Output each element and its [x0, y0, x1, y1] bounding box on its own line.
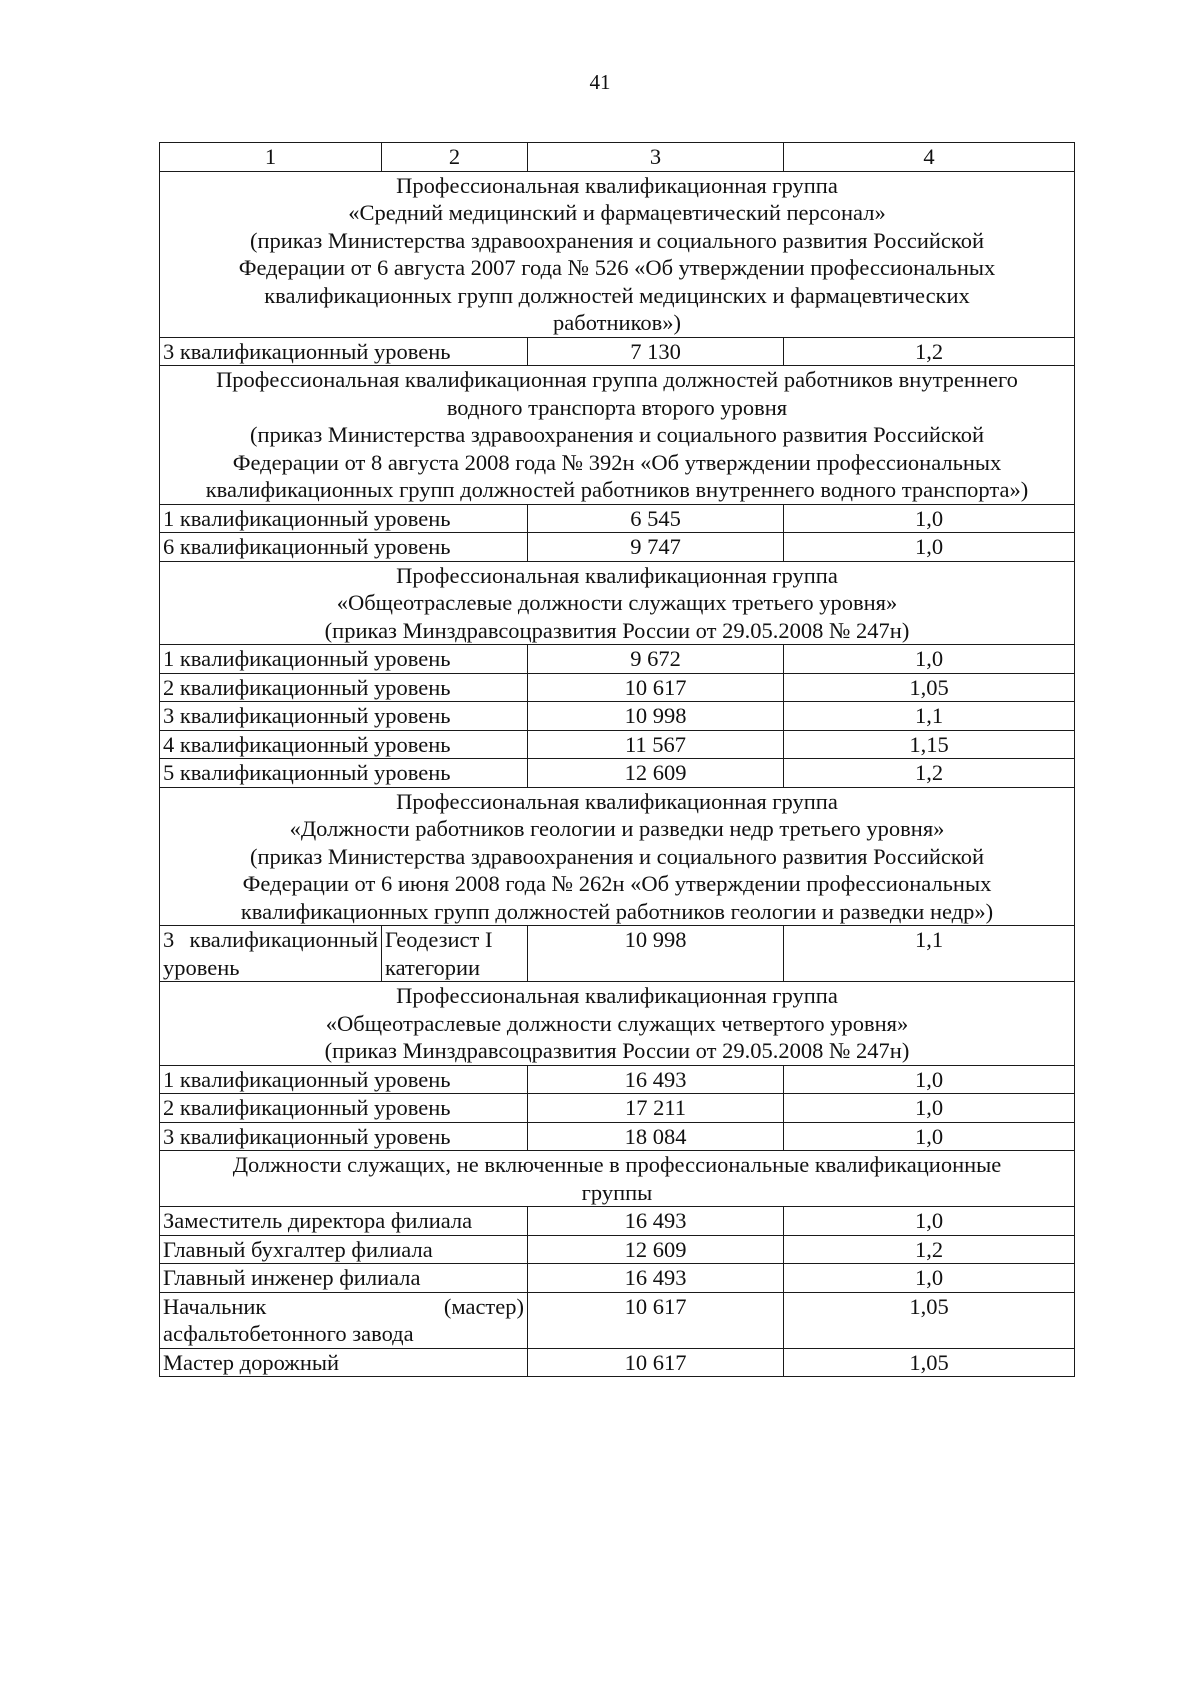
- group-heading-row: [160, 561, 1075, 645]
- group-heading-line: Профессиональная квалификационная группа: [396, 562, 838, 588]
- column-number-1: 1: [160, 143, 382, 172]
- coefficient-value: 1,0: [784, 645, 1075, 674]
- level-tail: уровень: [163, 954, 240, 980]
- coefficient-value: 1,1: [784, 702, 1075, 731]
- group-heading-line: Профессиональная квалификационная группа: [396, 788, 838, 814]
- salary-value: 10 617: [528, 1348, 784, 1377]
- level-number: 3: [163, 927, 175, 952]
- salary-value: 10 617: [528, 673, 784, 702]
- level-label: 2 квалификационный уровень: [160, 1094, 528, 1123]
- level-label: [160, 926, 382, 982]
- salary-table: [159, 142, 1075, 1377]
- group-heading-line: квалификационных групп должностей медицинских и фармацевтических: [264, 282, 970, 308]
- table-row: [160, 1235, 1075, 1264]
- salary-value: 10 998: [528, 702, 784, 731]
- level-label: 4 квалификационный уровень: [160, 730, 528, 759]
- group-heading-line: «Общеотраслевые должности служащих четвертого уровня»: [325, 1010, 909, 1036]
- salary-value: 7 130: [528, 337, 784, 366]
- group-heading-line: Профессиональная квалификационная группа: [396, 172, 838, 198]
- group-heading: [160, 1151, 1075, 1207]
- level-label: Главный бухгалтер филиала: [160, 1235, 528, 1264]
- group-heading: [160, 366, 1075, 505]
- group-heading-line: группы: [581, 1179, 653, 1205]
- level-label: Мастер дорожный: [160, 1348, 528, 1377]
- coefficient-value: 1,05: [784, 1292, 1075, 1348]
- table-row: [160, 730, 1075, 759]
- group-heading-line: работников»): [553, 310, 681, 335]
- group-heading-line: Федерации от 6 августа 2007 года № 526 «Об утверждении профессиональных: [238, 255, 996, 280]
- group-heading-line: Профессиональная квалификационная группа должностей работников внутреннего: [216, 367, 1018, 392]
- level-label: 1 квалификационный уровень: [160, 645, 528, 674]
- level-label: Главный инженер филиала: [160, 1264, 528, 1293]
- position-label: Геодезист I категории: [382, 926, 528, 982]
- group-heading-line: (приказ Министерства здравоохранения и социального развития Российской: [249, 422, 985, 447]
- group-heading-line: «Общеотраслевые должности служащих третьего уровня»: [336, 590, 898, 615]
- group-heading-line: «Должности работников геологии и разведки недр третьего уровня»: [289, 816, 945, 841]
- group-heading-row: [160, 1151, 1075, 1207]
- column-number-row: [160, 143, 1075, 172]
- table-row: [160, 1207, 1075, 1236]
- salary-value: 16 493: [528, 1207, 784, 1236]
- salary-value: 17 211: [528, 1094, 784, 1123]
- table-row: [160, 1348, 1075, 1377]
- level-label: 1 квалификационный уровень: [160, 504, 528, 533]
- table-row: [160, 504, 1075, 533]
- level-label: 3 квалификационный уровень: [160, 702, 528, 731]
- group-heading-line: квалификационных групп должностей работников геологии и разведки недр»): [240, 898, 994, 924]
- group-heading-row: [160, 982, 1075, 1066]
- group-heading-line: Федерации от 6 июня 2008 года № 262н «Об утверждении профессиональных: [242, 871, 992, 896]
- group-heading-line: (приказ Минздравсоцразвития России от 29.05.2008 № 247н): [324, 617, 910, 643]
- salary-value: 11 567: [528, 730, 784, 759]
- table-row: [160, 1264, 1075, 1293]
- group-heading-line: Должности служащих, не включенные в профессиональные квалификационные: [232, 1152, 1002, 1177]
- column-number-4: 4: [784, 143, 1075, 172]
- salary-value: 6 545: [528, 504, 784, 533]
- group-heading-line: «Средний медицинский и фармацевтический персонал»: [348, 200, 886, 225]
- salary-value: 9 747: [528, 533, 784, 562]
- column-number-2: 2: [382, 143, 528, 172]
- group-heading-line: Федерации от 8 августа 2008 года № 392н «Об утверждении профессиональных: [232, 449, 1002, 475]
- group-heading-line: (приказ Министерства здравоохранения и социального развития Российской: [249, 843, 985, 869]
- coefficient-value: 1,2: [784, 337, 1075, 366]
- table-row: [160, 673, 1075, 702]
- group-heading: [160, 561, 1075, 645]
- salary-value: 9 672: [528, 645, 784, 674]
- coefficient-value: 1,0: [784, 1122, 1075, 1151]
- level-label: Начальник (мастер) асфальтобетонного завода: [160, 1292, 528, 1348]
- level-label: 2 квалификационный уровень: [160, 673, 528, 702]
- table-row: [160, 926, 1075, 982]
- group-heading-row: [160, 366, 1075, 505]
- coefficient-value: 1,0: [784, 1065, 1075, 1094]
- level-label: 1 квалификационный уровень: [160, 1065, 528, 1094]
- level-label: 5 квалификационный уровень: [160, 759, 528, 788]
- page-number: 41: [589, 70, 611, 94]
- salary-value: 10 617: [528, 1292, 784, 1348]
- group-heading-line: (приказ Министерства здравоохранения и социального развития Российской: [249, 227, 985, 253]
- level-label: 3 квалификационный уровень: [160, 337, 528, 366]
- coefficient-value: 1,2: [784, 759, 1075, 788]
- group-heading-line: (приказ Минздравсоцразвития России от 29.05.2008 № 247н): [324, 1038, 910, 1063]
- group-heading-row: [160, 787, 1075, 926]
- coefficient-value: 1,1: [784, 926, 1075, 982]
- table-row: [160, 1292, 1075, 1348]
- table-row: [160, 533, 1075, 562]
- table-row: [160, 1065, 1075, 1094]
- coefficient-value: 1,0: [784, 533, 1075, 562]
- coefficient-value: 1,0: [784, 1207, 1075, 1236]
- coefficient-value: 1,0: [784, 504, 1075, 533]
- salary-value: 12 609: [528, 759, 784, 788]
- table-row: [160, 1122, 1075, 1151]
- level-label: 3 квалификационный уровень: [160, 1122, 528, 1151]
- level-label: Заместитель директора филиала: [160, 1207, 528, 1236]
- group-heading-line: квалификационных групп должностей работников внутреннего водного транспорта»): [205, 477, 1029, 502]
- table-row: [160, 702, 1075, 731]
- coefficient-value: 1,05: [784, 673, 1075, 702]
- salary-value: 18 084: [528, 1122, 784, 1151]
- table-row: [160, 337, 1075, 366]
- salary-value: 12 609: [528, 1235, 784, 1264]
- table-row: [160, 1094, 1075, 1123]
- coefficient-value: 1,05: [784, 1348, 1075, 1377]
- salary-value: 16 493: [528, 1264, 784, 1293]
- group-heading-line: Профессиональная квалификационная группа: [396, 983, 838, 1008]
- group-heading: [160, 171, 1075, 337]
- level-label: 6 квалификационный уровень: [160, 533, 528, 562]
- coefficient-value: 1,15: [784, 730, 1075, 759]
- group-heading-row: [160, 171, 1075, 337]
- coefficient-value: 1,0: [784, 1264, 1075, 1293]
- level-label-line: [163, 926, 378, 954]
- group-heading: [160, 787, 1075, 926]
- level-word: квалификационный: [189, 927, 378, 952]
- salary-value: 16 493: [528, 1065, 784, 1094]
- group-heading-line: водного транспорта второго уровня: [446, 394, 788, 420]
- table-row: [160, 645, 1075, 674]
- coefficient-value: 1,2: [784, 1235, 1075, 1264]
- table-row: [160, 759, 1075, 788]
- column-number-3: 3: [528, 143, 784, 172]
- coefficient-value: 1,0: [784, 1094, 1075, 1123]
- salary-value: 10 998: [528, 926, 784, 982]
- group-heading: [160, 982, 1075, 1066]
